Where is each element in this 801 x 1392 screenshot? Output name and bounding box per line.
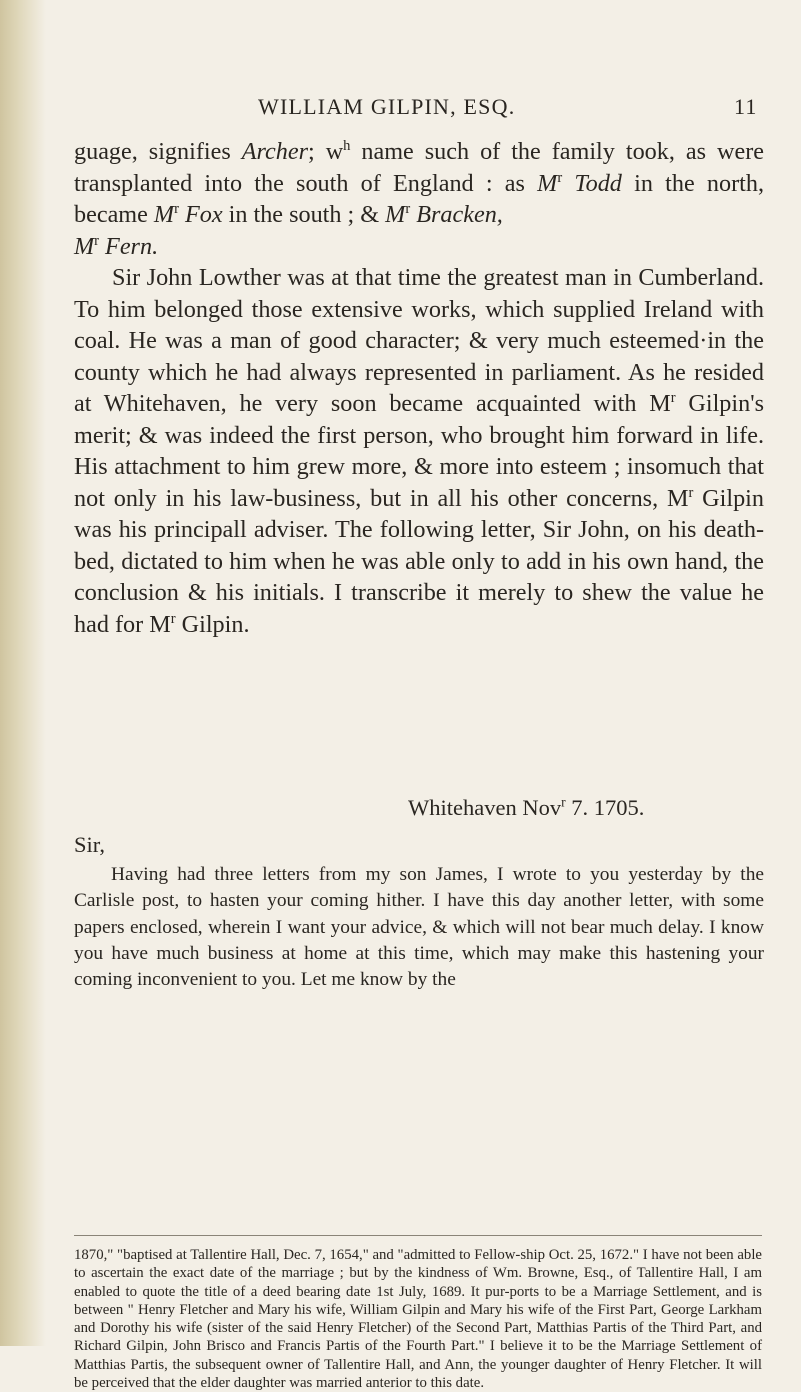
text-run: Gilpin's merit; & was indeed the first person, who brought him forward in life. His attachment to him grew more, & more into esteem ; insomuch that not only in his law-business, but in all his other concerns, M bbox=[74, 390, 764, 512]
superscript: h bbox=[343, 137, 351, 154]
italic-run: Bracken, bbox=[410, 201, 503, 228]
italic-run: M bbox=[153, 201, 175, 228]
page-gutter-shadow bbox=[0, 0, 46, 1346]
letter-body: Having had three letters from my son James, I wrote to you yesterday by the Carlisle post, to hasten your coming hither. I have this day another letter, with some papers enclosed, wherein I want your advice, & which will not bear much delay. I know you have much business at home at this time, which may make this hastening your coming inconvenient to you. Let me know by the bbox=[74, 864, 764, 991]
text-run: ; w bbox=[308, 138, 344, 165]
italic-run: Todd bbox=[562, 169, 622, 197]
letter-salutation: Sir, bbox=[74, 832, 105, 857]
italic-run: M bbox=[385, 201, 406, 228]
text-run: Sir John Lowther was at that time the greatest man in Cumberland. To him belonged those extensive works, which supplied Ireland with coal. He was a man of good character; & very much esteemed·in the county which he had always represented in parliament. As he resided at Whitehaven, he very soon became acquainted with M bbox=[74, 264, 764, 417]
running-title: WILLIAM GILPIN, ESQ. bbox=[258, 94, 516, 119]
text-run: name such of the family took, as were transplanted into the south of England : as bbox=[74, 138, 764, 197]
running-header bbox=[258, 94, 758, 120]
superscript: r bbox=[174, 200, 179, 217]
text-run: Gilpin was his principall adviser. The following letter, Sir John, on his death-bed, dictated to him when he was able only to add in his own hand, the conclusion & his initials. I transcribe it merely to shew the value he had for M bbox=[74, 484, 764, 638]
body-text bbox=[74, 136, 764, 640]
italic-run: Fox bbox=[178, 201, 223, 228]
italic-run: Archer bbox=[241, 138, 308, 165]
footnote-divider bbox=[74, 1235, 762, 1236]
text-run: 7. 1705. bbox=[565, 795, 645, 820]
letter-dateline bbox=[74, 794, 764, 822]
text-run: guage, signifies bbox=[74, 138, 242, 165]
superscript: r bbox=[405, 200, 411, 217]
italic-run: Fern. bbox=[99, 232, 159, 260]
superscript: r bbox=[557, 169, 563, 186]
text-run: Gilpin. bbox=[175, 610, 250, 638]
text-run: Whitehaven Nov bbox=[408, 795, 562, 820]
text-run: in the north, became bbox=[74, 169, 765, 228]
footnote: 1870," "baptised at Tallentire Hall, Dec. 7, 1654," and "admitted to Fellow-ship Oct. 25, 1672." I have not been able to ascertain the exact date of the marriage ; but by the kindness of Wm. Browne, Esq., of Tallentire Hall, I am enabled to quote the title of a deed bearing date 1st July, 1689. It pur-ports to be a Marriage Settlement, and is between " Henry Fletcher and Mary his wife, William Gilpin and Mary his wife of the First Part, George Larkham and Dorothy his wife (sister of the said Henry Fletcher) of the Second Part, Matthias Partis of the Third Part, and Richard Gilpin, John Brisco and Francis Partis of the Fourth Part." I believe it to be the Marriage Settlement of Matthias Partis, the subsequent owner of Tallentire Hall, and Ann, the younger daughter of Henry Fletcher. It will be perceived that the elder daughter was married anterior to this date. bbox=[74, 1247, 762, 1392]
italic-run: M bbox=[537, 169, 558, 197]
paragraph-sir-john-lowther bbox=[74, 262, 764, 640]
italic-run: M bbox=[74, 232, 95, 260]
superscript: r bbox=[688, 484, 694, 501]
superscript: r bbox=[561, 794, 566, 810]
paragraph-surname-origins bbox=[74, 136, 764, 262]
superscript: r bbox=[94, 232, 99, 249]
superscript: r bbox=[170, 610, 176, 627]
text-run: in the south ; & bbox=[222, 201, 386, 228]
page-number: 11 bbox=[734, 94, 758, 119]
superscript: r bbox=[670, 389, 676, 406]
quoted-letter bbox=[74, 794, 764, 993]
